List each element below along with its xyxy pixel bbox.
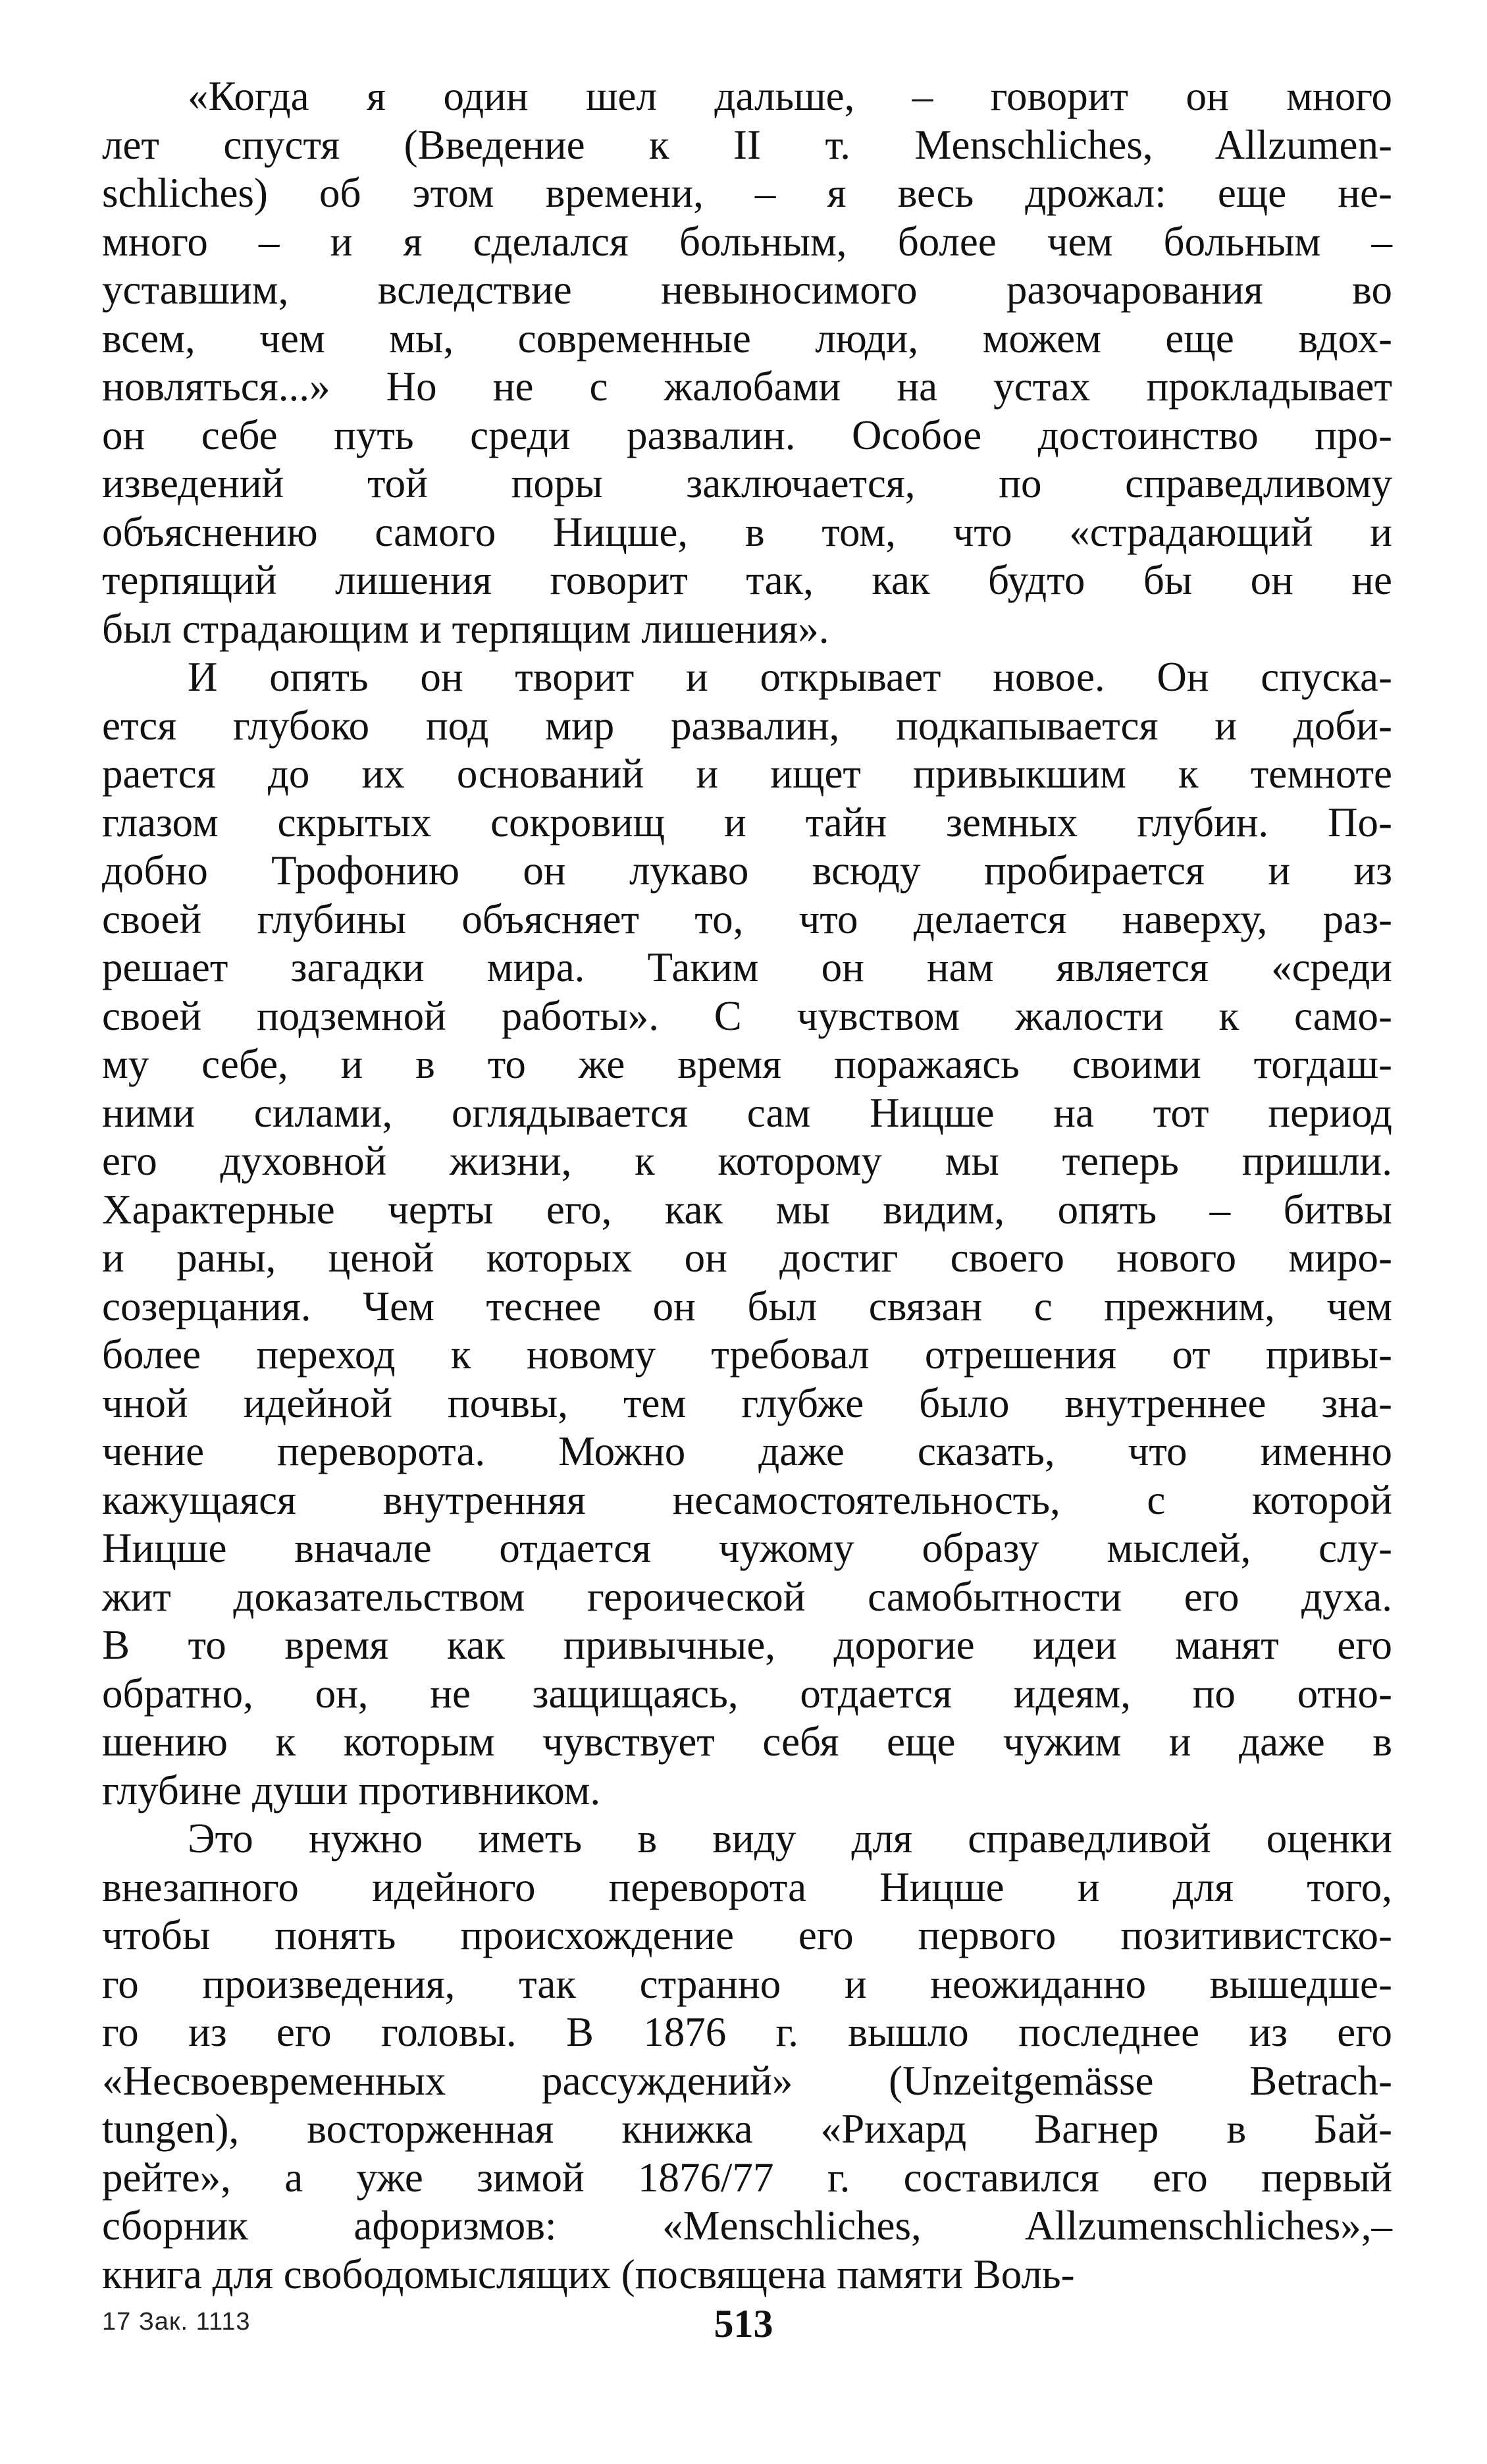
text-line: чтобы понять происхождение его первого позитивистско- [102,1912,1392,1958]
text-line: добно Трофонию он лукаво всюду пробирается и из [102,847,1392,894]
text-line: обратно, он, не защищаясь, отдается идеям, по отно- [102,1670,1392,1717]
text-line: и раны, ценой которых он достиг своего нового миро- [102,1235,1392,1281]
page-number: 513 [714,2302,773,2345]
text-line: tungen), восторженная книжка «Рихард Вагнер в Бай- [102,2106,1392,2152]
printer-imprint: 17 Зак. 1113 [102,2308,251,2336]
text-line: внезапного идейного переворота Ницше и для того, [102,1863,1392,1910]
text-line: Это нужно иметь в виду для справедливой оценки [188,1815,1392,1861]
text-line: чной идейной почвы, тем глубже было внутреннее зна- [102,1379,1392,1426]
text-line: Ницше вначале отдается чужому образу мыслей, слу- [102,1525,1392,1571]
text-line: всем, чем мы, современные люди, можем еще вдох- [102,315,1392,362]
text-line: го из его головы. В 1876 г. вышло последнее из его [102,2009,1392,2055]
text-line: лет спустя (Введение к II т. Menschliches, Allzumen- [102,121,1392,168]
text-line: Характерные черты его, как мы видим, опять – битвы [102,1186,1392,1233]
text-line: ними силами, оглядывается сам Ницше на тот период [102,1089,1392,1136]
text-line: кажущаяся внутренняя несамостоятельность, с которой [102,1476,1392,1523]
text-line: изведений той поры заключается, по справедливому [102,460,1392,506]
text-line: И опять он творит и открывает новое. Он спуска- [188,654,1392,700]
text-line: «Несвоевременных рассуждений» (Unzeitgemässe Betrach- [102,2057,1392,2104]
text-line: он себе путь среди развалин. Особое достоинство про- [102,412,1392,458]
text-line: терпящий лишения говорит так, как будто бы он не [102,557,1392,603]
text-line: В то время как привычные, дорогие идеи манят его [102,1622,1392,1668]
text-line: своей глубины объясняет то, что делается наверху, раз- [102,896,1392,942]
text-line: решает загадки мира. Таким он нам является «среди [102,944,1392,990]
text-line: го произведения, так странно и неожиданно вышедше- [102,1960,1392,2007]
paragraph [102,1815,1392,2299]
text-line: был страдающим и терпящим лишения». [102,605,829,652]
paragraph [102,72,1392,653]
text-line: му себе, и в то же время поражаясь своими тогдаш- [102,1041,1392,1087]
body-text [102,72,1392,2299]
text-line: своей подземной работы». С чувством жалости к само- [102,992,1392,1039]
text-line: шению к которым чувствует себя еще чужим и даже в [102,1719,1392,1765]
text-line: жит доказательством героической самобытности его духа. [102,1573,1392,1620]
text-line: объяснению самого Ницше, в том, что «страдающий и [102,508,1392,555]
text-line: много – и я сделался больным, более чем больным – [102,218,1392,265]
text-line: глазом скрытых сокровищ и тайн земных глубин. По- [102,799,1392,845]
text-line: «Когда я один шел дальше, – говорит он много [188,73,1392,119]
text-line: рается до их оснований и ищет привыкшим к темноте [102,751,1392,797]
text-line: созерцания. Чем теснее он был связан с прежним, чем [102,1283,1392,1329]
text-line: уставшим, вследствие невыносимого разочарования во [102,267,1392,313]
text-line: сборник афоризмов: «Menschliches, Allzumenschliches»,– [102,2203,1392,2249]
text-line: новляться...» Но не с жалобами на устах прокладывает [102,363,1392,410]
text-line: ется глубоко под мир развалин, подкапывается и доби- [102,702,1392,749]
text-line: более переход к новому требовал отрешения от привы- [102,1331,1392,1378]
text-line: чение переворота. Можно даже сказать, что именно [102,1428,1392,1474]
text-line: глубине души противником. [102,1767,601,1813]
text-line: его духовной жизни, к которому мы теперь пришли. [102,1138,1392,1184]
text-line: рейте», а уже зимой 1876/77 г. составился его первый [102,2154,1392,2201]
text-line: schliches) об этом времени, – я весь дрожал: еще не- [102,170,1392,216]
paragraph [102,653,1392,1815]
text-line: книга для свободомыслящих (посвящена памяти Воль- [102,2251,1075,2297]
